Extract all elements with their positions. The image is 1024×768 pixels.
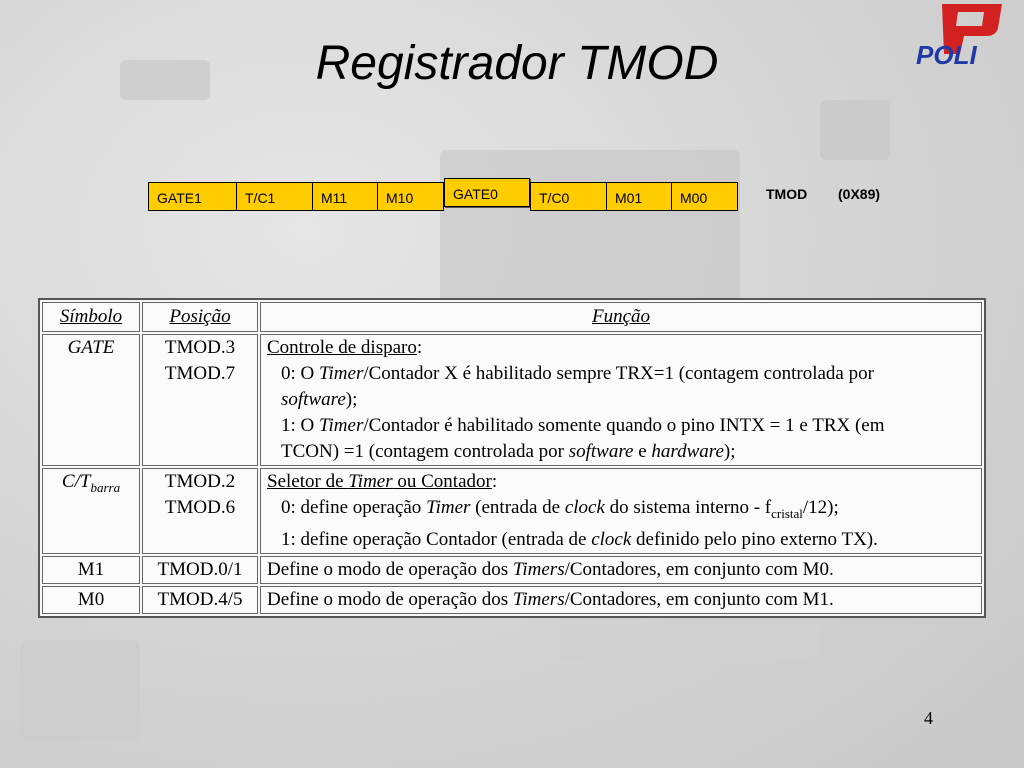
svg-text:POLI: POLI <box>916 40 977 68</box>
bit-gate0: GATE0 <box>444 178 530 207</box>
table-row <box>42 468 982 554</box>
bit-tc0: T/C0 <box>530 182 607 211</box>
register-address: (0X89) <box>838 186 881 202</box>
header-symbol: Símbolo <box>42 302 140 332</box>
position-cell: TMOD.2 TMOD.6 <box>142 468 258 554</box>
function-cell: Controle de disparo: 0: O Timer/Contador X é habilitado sempre TRX=1 (contagem controlada por software); 1: O Timer/Contador é habilitado somente quando o pino INTX = 1 e TRX (em TCON) =1 (contagem controlada por software e hardware); <box>260 334 982 466</box>
page-number: 4 <box>924 708 933 728</box>
poli-logo <box>912 2 1008 68</box>
symbol-cell: GATE <box>42 334 140 466</box>
function-cell: Seletor de Timer ou Contador: 0: define operação Timer (entrada de clock do sistema interno - $f_{cristal}/12$); 1: define operação Contador (entrada de clock definido pelo pino externo TX). <box>260 468 982 554</box>
position-cell: TMOD.3 TMOD.7 <box>142 334 258 466</box>
header-position: Posição <box>142 302 258 332</box>
header-function: Função <box>260 302 982 332</box>
bit-m01: M01 <box>606 182 672 211</box>
function-cell: Define o modo de operação dos Timers/Contadores, em conjunto com M0. <box>260 556 982 584</box>
tmod-function-table <box>38 298 986 618</box>
slide-title: Registrador TMOD <box>315 37 719 90</box>
table-row <box>42 586 982 614</box>
symbol-cell: M0 <box>42 586 140 614</box>
bit-gate1: GATE1 <box>148 182 237 211</box>
symbol-cell: $C/T_{barra}$ <box>42 468 140 554</box>
table-header-row <box>42 302 982 332</box>
bit-tc1: T/C1 <box>236 182 313 211</box>
position-cell: TMOD.4/5 <box>142 586 258 614</box>
bit-m10: M10 <box>377 182 444 211</box>
register-name: TMOD <box>766 186 808 202</box>
table-row <box>42 334 982 466</box>
bit-m11: M11 <box>312 182 378 211</box>
table-row <box>42 556 982 584</box>
function-cell: Define o modo de operação dos Timers/Contadores, em conjunto com M1. <box>260 586 982 614</box>
symbol-cell: M1 <box>42 556 140 584</box>
bit-m00: M00 <box>671 182 738 211</box>
position-cell: TMOD.0/1 <box>142 556 258 584</box>
